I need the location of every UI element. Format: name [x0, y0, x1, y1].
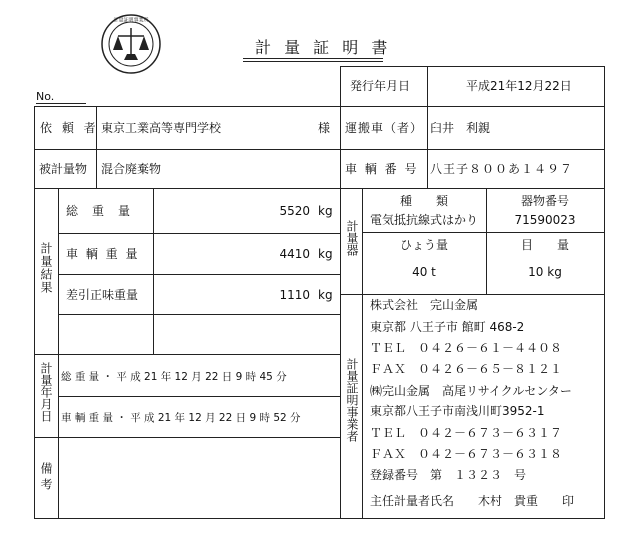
vehicle-weight-unit: kg [318, 247, 333, 261]
device-type-header: 種 類 [399, 194, 448, 208]
gross-weight-unit: kg [318, 204, 333, 218]
certifier-line: 東京都 八王子市 館町 468-2 [370, 320, 525, 334]
client-value: 東京工業高等専門学校 [101, 121, 222, 135]
client-suffix: 様 [318, 121, 331, 135]
gross-datetime: 総 重 量 ・ 平 成 21 年 12 月 22 日 9 時 45 分 [61, 371, 287, 383]
certifier-line: ㈱完山金属 高尾リサイクルセンター [370, 384, 572, 398]
net-weight-label: 差引正味重量 [66, 288, 139, 302]
material-value: 混合廃棄物 [101, 162, 162, 176]
device-scale-value: 10 kg [528, 265, 562, 279]
material-label: 被計量物 [39, 162, 88, 176]
issue-date-label: 発行年月日 [350, 79, 411, 93]
net-weight-unit: kg [318, 288, 333, 302]
net-weight-value: 1110 [279, 288, 310, 302]
page-title: 計 量 証 明 書 [255, 38, 392, 57]
device-capacity-value: 40 t [412, 265, 436, 279]
vehicle-datetime: 車 輌 重 量 ・ 平 成 21 年 12 月 22 日 9 時 52 分 [61, 412, 301, 424]
vehicle-number-label: 車 輌 番 号 [345, 162, 419, 176]
seal-icon [100, 8, 162, 80]
client-label: 依 頼 者 [40, 121, 99, 135]
certifier-line: ＦＡＸ ０４２－６７３－６３１８ [370, 447, 563, 461]
device-type-value: 電気抵抗線式はかり [369, 213, 478, 227]
device-label: 計量器 [345, 220, 359, 256]
device-number-value: 71590023 [514, 213, 576, 227]
certifier-line: 株式会社 完山金属 [370, 298, 479, 312]
certifier-line: ＴＥＬ ０４２－６７３－６３１７ [370, 426, 563, 440]
remarks-label: 備考 [39, 462, 53, 494]
certification-seal [100, 8, 162, 80]
device-capacity-header: ひょう量 [399, 238, 448, 252]
results-label: 計量結果 [39, 242, 53, 294]
gross-weight-label: 総 重 量 [66, 204, 132, 218]
certifier-line: ＴＥＬ ０４２６－６１－４４０８ [370, 341, 563, 355]
vehicle-weight-label: 車 輌 重 量 [66, 247, 140, 261]
datetime-label: 計量年月日 [39, 362, 53, 422]
vehicle-weight-value: 4410 [279, 247, 310, 261]
certifier-line: 主任計量者氏名 木村 貴重 印 [370, 494, 575, 508]
certifier-label: 計量証明事業者 [345, 358, 359, 442]
svg-text:計量証明事業所: 計量証明事業所 [113, 17, 149, 24]
carrier-value: 臼井 利親 [430, 121, 491, 135]
document-number-label: No. [36, 90, 55, 103]
vehicle-number-value: 八王子８００あ１４９７ [430, 162, 574, 176]
device-number-header: 器物番号 [520, 194, 569, 208]
certifier-line: 東京都八王子市南浅川町3952-1 [370, 404, 545, 418]
carrier-label: 運搬車（者） [345, 121, 424, 135]
certifier-line: 登録番号 第 １３２３ 号 [370, 468, 527, 482]
device-scale-header: 目 量 [520, 238, 569, 252]
gross-weight-value: 5520 [279, 204, 310, 218]
certifier-line: ＦＡＸ ０４２６－６５－８１２１ [370, 362, 563, 376]
issue-date-value: 平成21年12月22日 [466, 79, 572, 93]
